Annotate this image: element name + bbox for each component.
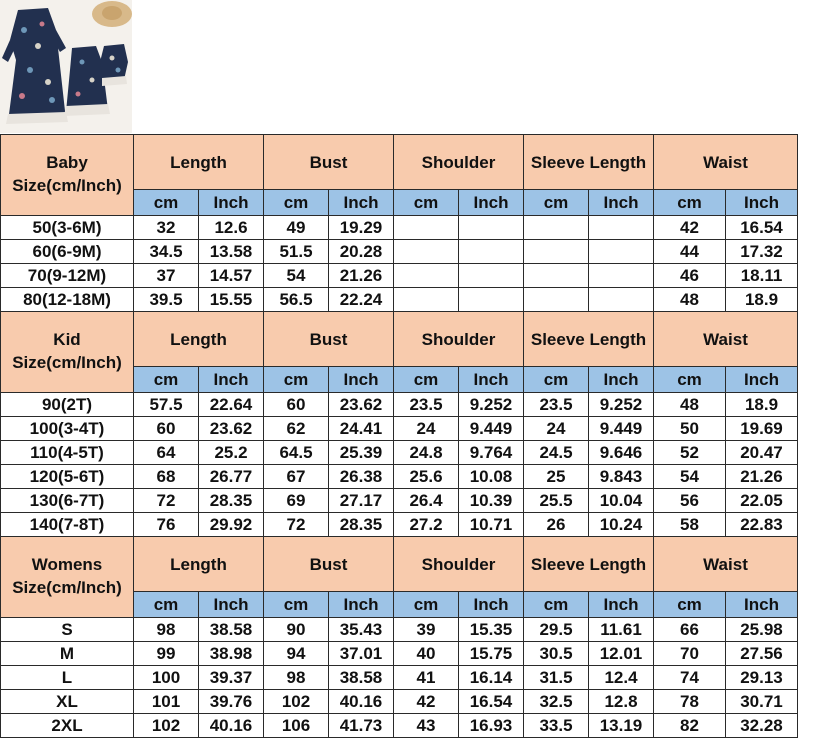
size-label: 2XL bbox=[1, 714, 134, 738]
measurement-cell: 94 bbox=[264, 642, 329, 666]
measurement-cell: 9.252 bbox=[459, 393, 524, 417]
unit-label: cm bbox=[394, 367, 459, 393]
measurement-cell: 28.35 bbox=[329, 513, 394, 537]
measurement-cell: 60 bbox=[264, 393, 329, 417]
section-header-row bbox=[1, 135, 798, 190]
measurement-cell: 16.14 bbox=[459, 666, 524, 690]
measurement-cell: 76 bbox=[134, 513, 199, 537]
unit-label: cm bbox=[524, 367, 589, 393]
column-header: Waist bbox=[654, 135, 798, 190]
column-header: Bust bbox=[264, 312, 394, 367]
table-row bbox=[1, 216, 798, 240]
measurement-cell: 57.5 bbox=[134, 393, 199, 417]
measurement-cell: 49 bbox=[264, 216, 329, 240]
measurement-cell: 27.56 bbox=[726, 642, 798, 666]
measurement-cell: 9.449 bbox=[459, 417, 524, 441]
measurement-cell: 52 bbox=[654, 441, 726, 465]
measurement-cell bbox=[459, 288, 524, 312]
measurement-cell: 48 bbox=[654, 393, 726, 417]
measurement-cell bbox=[394, 288, 459, 312]
measurement-cell: 29.5 bbox=[524, 618, 589, 642]
measurement-cell: 25.39 bbox=[329, 441, 394, 465]
measurement-cell: 11.61 bbox=[589, 618, 654, 642]
unit-label: cm bbox=[654, 190, 726, 216]
measurement-cell: 98 bbox=[264, 666, 329, 690]
measurement-cell bbox=[394, 240, 459, 264]
size-label: 60(6-9M) bbox=[1, 240, 134, 264]
unit-label: cm bbox=[524, 592, 589, 618]
measurement-cell bbox=[524, 216, 589, 240]
measurement-cell: 40.16 bbox=[329, 690, 394, 714]
measurement-cell: 29.92 bbox=[199, 513, 264, 537]
measurement-cell: 60 bbox=[134, 417, 199, 441]
unit-label: cm bbox=[134, 367, 199, 393]
unit-label: cm bbox=[394, 190, 459, 216]
measurement-cell: 21.26 bbox=[329, 264, 394, 288]
measurement-cell: 10.24 bbox=[589, 513, 654, 537]
section-title bbox=[1, 135, 134, 216]
unit-label: Inch bbox=[726, 190, 798, 216]
unit-label: cm bbox=[134, 592, 199, 618]
measurement-cell: 23.5 bbox=[524, 393, 589, 417]
measurement-cell: 62 bbox=[264, 417, 329, 441]
size-label: XL bbox=[1, 690, 134, 714]
unit-label: Inch bbox=[726, 592, 798, 618]
measurement-cell: 44 bbox=[654, 240, 726, 264]
measurement-cell: 10.39 bbox=[459, 489, 524, 513]
measurement-cell: 100 bbox=[134, 666, 199, 690]
measurement-cell: 16.93 bbox=[459, 714, 524, 738]
section-title-line2: Size(cm/Inch) bbox=[12, 353, 122, 372]
unit-label: Inch bbox=[199, 367, 264, 393]
section-title-line2: Size(cm/Inch) bbox=[12, 176, 122, 195]
measurement-cell: 13.19 bbox=[589, 714, 654, 738]
measurement-cell: 9.252 bbox=[589, 393, 654, 417]
measurement-cell: 32.5 bbox=[524, 690, 589, 714]
table-row bbox=[1, 393, 798, 417]
measurement-cell bbox=[589, 240, 654, 264]
measurement-cell: 64.5 bbox=[264, 441, 329, 465]
size-label: 90(2T) bbox=[1, 393, 134, 417]
measurement-cell: 56.5 bbox=[264, 288, 329, 312]
unit-label: Inch bbox=[459, 190, 524, 216]
measurement-cell: 26.77 bbox=[199, 465, 264, 489]
measurement-cell: 54 bbox=[654, 465, 726, 489]
measurement-cell: 21.26 bbox=[726, 465, 798, 489]
measurement-cell: 38.58 bbox=[329, 666, 394, 690]
measurement-cell: 35.43 bbox=[329, 618, 394, 642]
measurement-cell: 39 bbox=[394, 618, 459, 642]
table-row bbox=[1, 417, 798, 441]
unit-label: Inch bbox=[726, 367, 798, 393]
section-header-row bbox=[1, 537, 798, 592]
size-label: 100(3-4T) bbox=[1, 417, 134, 441]
unit-label: cm bbox=[654, 367, 726, 393]
measurement-cell: 42 bbox=[394, 690, 459, 714]
measurement-cell: 12.4 bbox=[589, 666, 654, 690]
measurement-cell: 40.16 bbox=[199, 714, 264, 738]
measurement-cell: 37.01 bbox=[329, 642, 394, 666]
column-header: Bust bbox=[264, 537, 394, 592]
measurement-cell: 90 bbox=[264, 618, 329, 642]
table-row bbox=[1, 513, 798, 537]
measurement-cell: 22.05 bbox=[726, 489, 798, 513]
measurement-cell: 25.2 bbox=[199, 441, 264, 465]
measurement-cell: 27.2 bbox=[394, 513, 459, 537]
measurement-cell: 29.13 bbox=[726, 666, 798, 690]
table-row bbox=[1, 240, 798, 264]
measurement-cell bbox=[524, 264, 589, 288]
measurement-cell: 37 bbox=[134, 264, 199, 288]
measurement-cell: 26 bbox=[524, 513, 589, 537]
measurement-cell: 106 bbox=[264, 714, 329, 738]
unit-label: cm bbox=[524, 190, 589, 216]
size-chart-table bbox=[0, 134, 798, 738]
measurement-cell: 40 bbox=[394, 642, 459, 666]
measurement-cell: 23.62 bbox=[199, 417, 264, 441]
measurement-cell: 22.83 bbox=[726, 513, 798, 537]
unit-label: cm bbox=[394, 592, 459, 618]
measurement-cell: 18.9 bbox=[726, 393, 798, 417]
measurement-cell: 38.98 bbox=[199, 642, 264, 666]
measurement-cell: 9.764 bbox=[459, 441, 524, 465]
table-row bbox=[1, 690, 798, 714]
measurement-cell: 68 bbox=[134, 465, 199, 489]
measurement-cell: 102 bbox=[134, 714, 199, 738]
measurement-cell bbox=[524, 288, 589, 312]
measurement-cell: 16.54 bbox=[726, 216, 798, 240]
unit-label: Inch bbox=[329, 190, 394, 216]
measurement-cell: 12.8 bbox=[589, 690, 654, 714]
table-row bbox=[1, 264, 798, 288]
measurement-cell: 24 bbox=[394, 417, 459, 441]
measurement-cell bbox=[394, 216, 459, 240]
measurement-cell bbox=[524, 240, 589, 264]
measurement-cell: 25.6 bbox=[394, 465, 459, 489]
measurement-cell: 39.37 bbox=[199, 666, 264, 690]
measurement-cell: 38.58 bbox=[199, 618, 264, 642]
product-photo bbox=[0, 0, 132, 133]
table-row bbox=[1, 666, 798, 690]
unit-label: cm bbox=[654, 592, 726, 618]
unit-label: Inch bbox=[199, 592, 264, 618]
measurement-cell: 15.35 bbox=[459, 618, 524, 642]
section-title bbox=[1, 312, 134, 393]
measurement-cell: 12.01 bbox=[589, 642, 654, 666]
measurement-cell: 43 bbox=[394, 714, 459, 738]
measurement-cell: 46 bbox=[654, 264, 726, 288]
measurement-cell bbox=[589, 264, 654, 288]
measurement-cell: 26.4 bbox=[394, 489, 459, 513]
size-label: 140(7-8T) bbox=[1, 513, 134, 537]
column-header: Shoulder bbox=[394, 135, 524, 190]
measurement-cell: 34.5 bbox=[134, 240, 199, 264]
measurement-cell: 98 bbox=[134, 618, 199, 642]
measurement-cell: 24.8 bbox=[394, 441, 459, 465]
measurement-cell: 54 bbox=[264, 264, 329, 288]
size-label: S bbox=[1, 618, 134, 642]
measurement-cell: 41 bbox=[394, 666, 459, 690]
measurement-cell bbox=[459, 240, 524, 264]
unit-label: cm bbox=[264, 190, 329, 216]
measurement-cell: 82 bbox=[654, 714, 726, 738]
size-label: 120(5-6T) bbox=[1, 465, 134, 489]
unit-label: Inch bbox=[589, 367, 654, 393]
measurement-cell: 42 bbox=[654, 216, 726, 240]
column-header: Waist bbox=[654, 312, 798, 367]
measurement-cell: 27.17 bbox=[329, 489, 394, 513]
table-row bbox=[1, 714, 798, 738]
column-header: Shoulder bbox=[394, 537, 524, 592]
measurement-cell: 22.24 bbox=[329, 288, 394, 312]
column-header: Shoulder bbox=[394, 312, 524, 367]
measurement-cell: 12.6 bbox=[199, 216, 264, 240]
size-label: M bbox=[1, 642, 134, 666]
table-row bbox=[1, 642, 798, 666]
unit-label: cm bbox=[264, 592, 329, 618]
measurement-cell: 72 bbox=[264, 513, 329, 537]
unit-label: cm bbox=[134, 190, 199, 216]
measurement-cell: 9.449 bbox=[589, 417, 654, 441]
size-label: 130(6-7T) bbox=[1, 489, 134, 513]
measurement-cell: 10.04 bbox=[589, 489, 654, 513]
measurement-cell: 28.35 bbox=[199, 489, 264, 513]
measurement-cell: 16.54 bbox=[459, 690, 524, 714]
size-label: 110(4-5T) bbox=[1, 441, 134, 465]
measurement-cell: 39.5 bbox=[134, 288, 199, 312]
measurement-cell: 24 bbox=[524, 417, 589, 441]
measurement-cell: 24.41 bbox=[329, 417, 394, 441]
measurement-cell: 78 bbox=[654, 690, 726, 714]
measurement-cell: 9.646 bbox=[589, 441, 654, 465]
column-header: Sleeve Length bbox=[524, 135, 654, 190]
column-header: Length bbox=[134, 312, 264, 367]
measurement-cell: 41.73 bbox=[329, 714, 394, 738]
column-header: Length bbox=[134, 135, 264, 190]
measurement-cell: 30.5 bbox=[524, 642, 589, 666]
section-header-row bbox=[1, 312, 798, 367]
measurement-cell: 18.11 bbox=[726, 264, 798, 288]
measurement-cell: 99 bbox=[134, 642, 199, 666]
table-row bbox=[1, 288, 798, 312]
size-label: L bbox=[1, 666, 134, 690]
unit-label: Inch bbox=[199, 190, 264, 216]
measurement-cell bbox=[589, 216, 654, 240]
section-title-line2: Size(cm/Inch) bbox=[12, 578, 122, 597]
measurement-cell bbox=[459, 216, 524, 240]
size-label: 80(12-18M) bbox=[1, 288, 134, 312]
measurement-cell: 20.47 bbox=[726, 441, 798, 465]
unit-label: Inch bbox=[589, 190, 654, 216]
measurement-cell: 50 bbox=[654, 417, 726, 441]
measurement-cell: 33.5 bbox=[524, 714, 589, 738]
measurement-cell: 10.71 bbox=[459, 513, 524, 537]
measurement-cell: 17.32 bbox=[726, 240, 798, 264]
measurement-cell: 14.57 bbox=[199, 264, 264, 288]
measurement-cell: 102 bbox=[264, 690, 329, 714]
measurement-cell bbox=[394, 264, 459, 288]
measurement-cell: 19.29 bbox=[329, 216, 394, 240]
section-title bbox=[1, 537, 134, 618]
measurement-cell: 67 bbox=[264, 465, 329, 489]
column-header: Bust bbox=[264, 135, 394, 190]
measurement-cell: 24.5 bbox=[524, 441, 589, 465]
section-title-line1: Womens bbox=[31, 555, 103, 575]
column-header: Sleeve Length bbox=[524, 537, 654, 592]
measurement-cell: 51.5 bbox=[264, 240, 329, 264]
measurement-cell: 101 bbox=[134, 690, 199, 714]
measurement-cell: 31.5 bbox=[524, 666, 589, 690]
measurement-cell bbox=[589, 288, 654, 312]
column-header: Sleeve Length bbox=[524, 312, 654, 367]
column-header: Waist bbox=[654, 537, 798, 592]
measurement-cell: 39.76 bbox=[199, 690, 264, 714]
family-dress-illustration bbox=[0, 0, 132, 133]
unit-label: Inch bbox=[459, 592, 524, 618]
measurement-cell: 25.5 bbox=[524, 489, 589, 513]
measurement-cell: 15.75 bbox=[459, 642, 524, 666]
measurement-cell: 32.28 bbox=[726, 714, 798, 738]
measurement-cell: 26.38 bbox=[329, 465, 394, 489]
section-title-line1: Kid bbox=[53, 330, 81, 350]
measurement-cell: 15.55 bbox=[199, 288, 264, 312]
measurement-cell bbox=[459, 264, 524, 288]
measurement-cell: 10.08 bbox=[459, 465, 524, 489]
table-row bbox=[1, 618, 798, 642]
measurement-cell: 69 bbox=[264, 489, 329, 513]
measurement-cell: 19.69 bbox=[726, 417, 798, 441]
measurement-cell: 74 bbox=[654, 666, 726, 690]
measurement-cell: 66 bbox=[654, 618, 726, 642]
section-title-line1: Baby bbox=[46, 153, 88, 173]
measurement-cell: 23.62 bbox=[329, 393, 394, 417]
measurement-cell: 72 bbox=[134, 489, 199, 513]
measurement-cell: 25 bbox=[524, 465, 589, 489]
measurement-cell: 22.64 bbox=[199, 393, 264, 417]
measurement-cell: 64 bbox=[134, 441, 199, 465]
measurement-cell: 48 bbox=[654, 288, 726, 312]
measurement-cell: 70 bbox=[654, 642, 726, 666]
size-label: 70(9-12M) bbox=[1, 264, 134, 288]
unit-label: cm bbox=[264, 367, 329, 393]
unit-label: Inch bbox=[589, 592, 654, 618]
table-row bbox=[1, 465, 798, 489]
measurement-cell: 18.9 bbox=[726, 288, 798, 312]
measurement-cell: 58 bbox=[654, 513, 726, 537]
unit-label: Inch bbox=[459, 367, 524, 393]
measurement-cell: 56 bbox=[654, 489, 726, 513]
measurement-cell: 13.58 bbox=[199, 240, 264, 264]
unit-label: Inch bbox=[329, 592, 394, 618]
table-row bbox=[1, 489, 798, 513]
measurement-cell: 30.71 bbox=[726, 690, 798, 714]
measurement-cell: 32 bbox=[134, 216, 199, 240]
unit-label: Inch bbox=[329, 367, 394, 393]
column-header: Length bbox=[134, 537, 264, 592]
measurement-cell: 20.28 bbox=[329, 240, 394, 264]
table-row bbox=[1, 441, 798, 465]
measurement-cell: 25.98 bbox=[726, 618, 798, 642]
measurement-cell: 23.5 bbox=[394, 393, 459, 417]
measurement-cell: 9.843 bbox=[589, 465, 654, 489]
size-label: 50(3-6M) bbox=[1, 216, 134, 240]
